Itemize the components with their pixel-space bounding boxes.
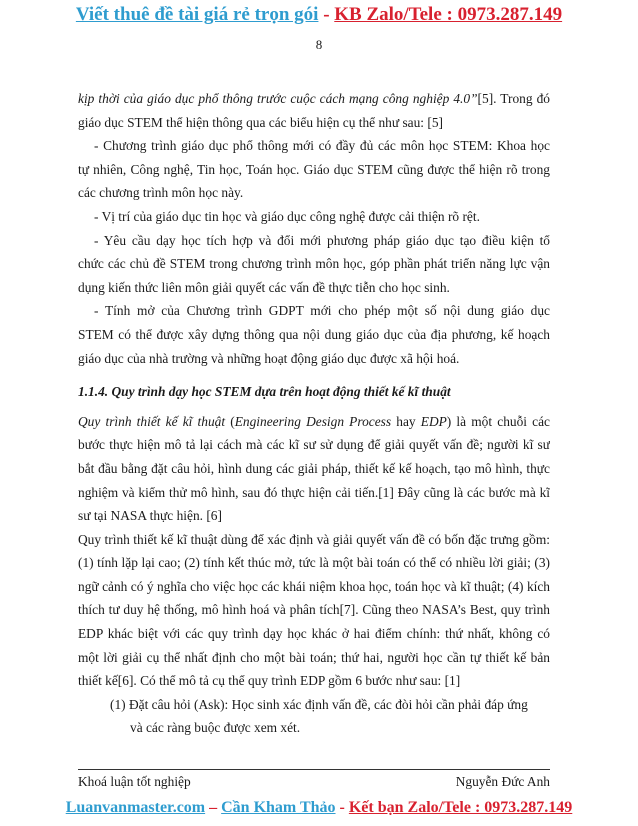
body-line: nghiệm và kiểm thử mô hình, sau đó thực hiện cải tiến.[1] Đây cũng là các bước mà kĩ: [78, 484, 550, 500]
body-line: [78, 87, 550, 111]
body-line: (1) tính lặp lại cao; (2) tính kết thúc mở, tức là một bài toán có thể có nhiều lời giải; (3): [78, 555, 550, 571]
bullet-line: - Tính mở của Chương trình GDPT mới cho phép một số nội dung giáo dục: [94, 303, 550, 319]
footer-contact-link[interactable]: Kết bạn Zalo/Tele : 0973.287.149: [348, 799, 573, 816]
body-line: giáo dục STEM thể hiện thông qua các biểu hiện cụ thể như sau: [5]: [78, 114, 443, 130]
body-line: một lời giải cụ thể nhất định cho một bài toán; thứ hai, người học cần tự thiết kế bản: [78, 649, 550, 665]
footer-divider: [78, 769, 550, 770]
body-line: STEM có thể được xây dựng thông qua nội dung giáo dục của địa phương, kế hoạch: [78, 326, 550, 342]
header-separator: -: [318, 4, 335, 25]
body-line: ngữ cảnh có ý nghĩa cho việc học các khái niệm khoa học, toán học và kĩ thuật; (4) kích: [78, 578, 550, 594]
footer-banner: [0, 798, 638, 818]
body-line: EDP khác biệt với các quy trình dạy học khác ở hai điểm chính: thứ nhất, không có: [78, 626, 550, 642]
italic-term: Quy trình thiết kế kĩ thuật: [78, 413, 226, 429]
text-run: ) là một chuỗi các: [446, 413, 550, 429]
bullet-line: - Yêu cầu dạy học tích hợp và đổi mới phương pháp giáo dục tạo điều kiện tổ: [94, 232, 550, 248]
footer-thesis-label: Khoá luận tốt nghiệp: [78, 774, 191, 789]
text-run: (: [225, 413, 235, 429]
text-run: hay: [391, 413, 421, 429]
body-line: chức các chủ đề STEM trong chương trình môn học, góp phần phát triển năng lực vận: [78, 256, 550, 272]
footer-site-link[interactable]: Luanvanmaster.com: [65, 799, 206, 816]
header-banner: [0, 4, 638, 26]
header-contact-link[interactable]: KB Zalo/Tele : 0973.287.149: [334, 4, 563, 25]
section-heading: 1.1.4. Quy trình dạy học STEM dựa trên hoạt động thiết kế kĩ thuật: [78, 384, 451, 400]
body-line: thiết kế[6]. Có thể mô tả cụ thể quy trình EDP gồm 6 bước như sau: [1]: [78, 673, 461, 689]
footer-separator: -: [335, 799, 349, 816]
spacer: [78, 370, 550, 380]
body-line: bắt đầu bằng đặt câu hỏi, hình dung các giải pháp, thiết kế kế hoạch, tạo mô hình, thực: [78, 460, 550, 476]
body-line: giáo dục của nhà trường và những hoạt động giáo dục được xã hội hoá.: [78, 350, 460, 366]
bullet-line: - Chương trình giáo dục phổ thông mới có đầy đủ các môn học STEM: Khoa học: [94, 138, 550, 154]
italic-term: EDP: [420, 413, 447, 429]
page-number: 8: [315, 37, 323, 52]
document-body: [78, 87, 550, 740]
text-run: [5]. Trong đó: [477, 91, 550, 106]
list-item: (1) Đặt câu hỏi (Ask): Học sinh xác định vấn đề, các đòi hỏi cần phải đáp ứng: [110, 696, 528, 712]
body-line: tự nhiên, Công nghệ, Tin học, Toán học. Giáo dục STEM cũng được thể hiện rõ trong: [78, 161, 550, 177]
body-line: [78, 410, 550, 434]
body-line: các chương trình môn học này.: [78, 185, 244, 201]
footer-name-link[interactable]: Cần Kham Thảo: [221, 799, 336, 816]
body-line: bước thực hiện mô tả lại cách mà các kĩ sư sử dụng để giải quyết vấn đề; người kĩ sư: [78, 437, 550, 453]
footer-dash: –: [205, 799, 222, 816]
header-service-link[interactable]: Viết thuê đề tài giá rẻ trọn gói: [75, 4, 319, 25]
list-item-continuation: và các ràng buộc được xem xét.: [130, 720, 301, 736]
bullet-line: - Vị trí của giáo dục tin học và giáo dục công nghệ được cải thiện rõ rệt.: [94, 208, 480, 224]
italic-quote: kịp thời của giáo dục phổ thông trước cuộc cách mạng công nghiệp 4.0”: [78, 91, 478, 106]
body-line: dụng kiến thức liên môn giải quyết các vấn đề thực tiễn cho học sinh.: [78, 279, 450, 295]
footer-author: Nguyễn Đức Anh: [455, 774, 550, 789]
body-line: sư tại NASA thực hiện. [6]: [78, 508, 222, 524]
body-line: Quy trình thiết kế kĩ thuật dùng để xác định và giải quyết vấn đề có bốn đặc trưng gồm:: [78, 531, 550, 547]
italic-term: Engineering Design Process: [234, 413, 392, 429]
body-line: thích tư duy hệ thống, mô hình hoá và phân tích[7]. Cũng theo NASA’s Best, quy trình: [78, 602, 550, 618]
